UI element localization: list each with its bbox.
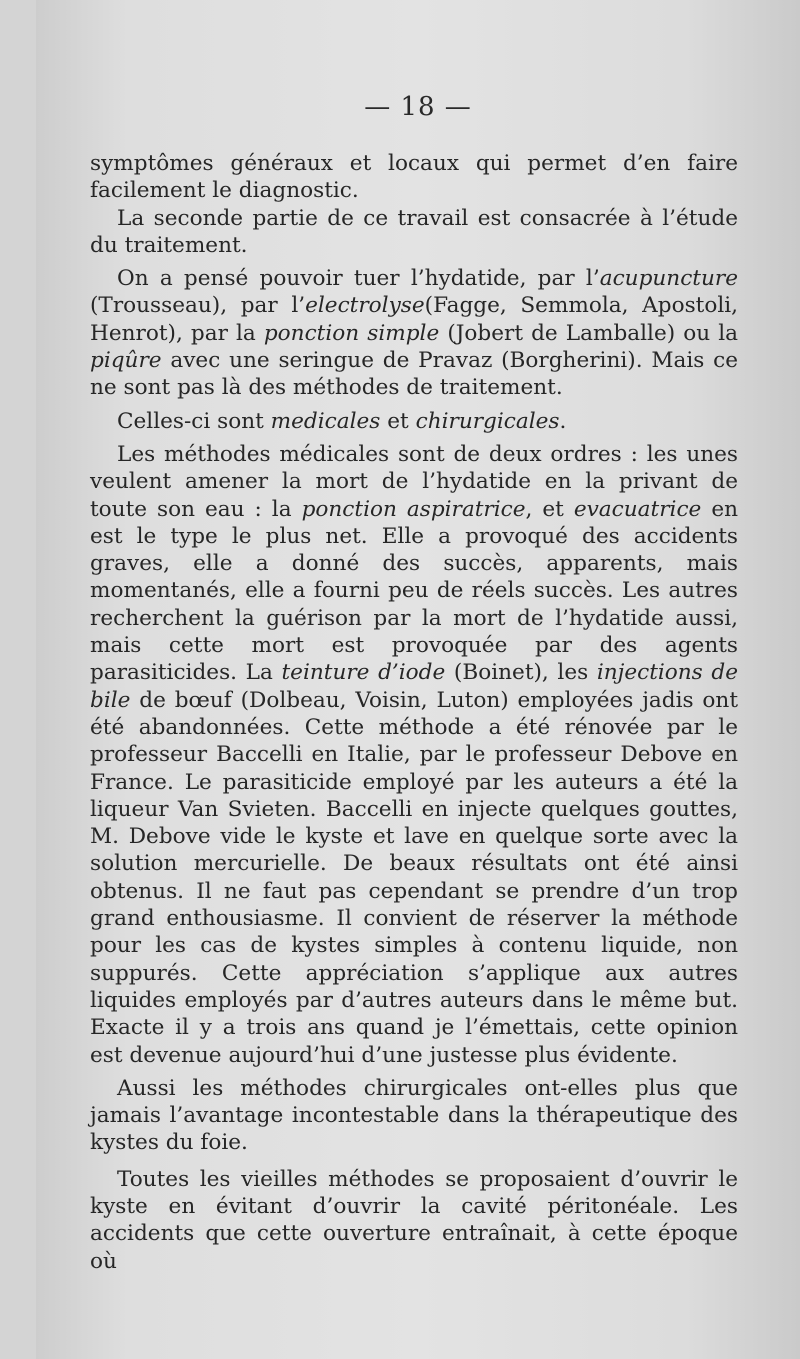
page-number: — 18 — <box>364 92 472 122</box>
text-run: (Fagge, Semmola, Apostoli, Henrot), par la <box>90 293 739 346</box>
italic-text: chirurgicales <box>415 408 560 434</box>
text-run: Toutes les vieilles méthodes se proposaient d’ouvrir le kyste en évitant d’ouvrir la cavité péritonéale. Les accidents que cette ouverture entraînait, à cette époque où <box>90 1166 738 1274</box>
book-page <box>36 0 800 1359</box>
text-run: La seconde partie de ce travail est consacrée à l’étude du traitement. <box>90 205 738 258</box>
paragraph <box>90 408 738 435</box>
italic-text: teinture d’iode <box>281 660 446 686</box>
body-text <box>90 150 738 1275</box>
italic-text: ponction simple <box>263 320 440 346</box>
italic-text: medicales <box>270 408 381 434</box>
italic-text: piqûre <box>90 348 162 374</box>
text-run: (Jobert de Lamballe) ou la <box>439 320 739 346</box>
italic-text: electrolyse <box>305 293 425 319</box>
paragraph <box>90 150 738 205</box>
text-run: (Boinet), les <box>445 660 597 686</box>
paragraph <box>90 205 738 260</box>
italic-text: evacuatrice <box>573 496 702 522</box>
text-run: , et <box>525 496 574 522</box>
text-run: On a pensé pouvoir tuer l’hydatide, par l’ <box>117 266 600 292</box>
text-run: (Trousseau), par l’ <box>90 293 306 319</box>
italic-text: ponction aspiratrice <box>301 496 526 522</box>
text-run: et <box>380 408 416 434</box>
italic-text: acupuncture <box>599 266 738 292</box>
paragraph <box>90 1075 738 1157</box>
text-run: Les méthodes médicales sont de deux ordres : les unes veulent amener la mort de l’hydatide en la privant de toute son eau : la <box>90 441 738 522</box>
paragraph <box>90 1166 738 1275</box>
text-run: symptômes généraux et locaux qui permet d’en faire facilement le diagnostic. <box>90 151 738 204</box>
italic-text: injections de bile <box>90 660 738 713</box>
text-run: en est le type le plus net. Elle a provoqué des accidents graves, elle a donné des succès, apparents, mais momentanés, elle a fourni peu de réels succès. Les autres recherchent la guérison par la mort de l’hydatide aussi, mais cette mort est provoquée par des agents parasiticides. La <box>90 496 739 686</box>
text-run: . <box>559 408 567 434</box>
paragraph <box>90 441 738 1069</box>
text-run: avec une seringue de Pravaz (Borgherini). Mais ce ne sont pas là des méthodes de traitement. <box>90 348 738 401</box>
text-run: de bœuf (Dolbeau, Voisin, Luton) employées jadis ont été abandonnées. Cette méthode a été rénovée par le professeur Baccelli en Italie, par le professeur Debove en France. Le parasiticide employé par les auteurs a été la liqueur Van Svieten. Baccelli en injecte quelques gouttes, M. Debove vide le kyste et lave en quelque sorte avec la solution mercurielle. De beaux résultats ont été ainsi obtenus. Il ne faut pas cependant se prendre d’un trop grand enthousiasme. Il convient de réserver la méthode pour les cas de kystes simples à contenu liquide, non suppurés. Cette appréciation s’applique aux autres liquides employés par d’autres auteurs dans le même but. Exacte il y a trois ans quand je l’émettais, cette opinion est devenue aujourd’hui d’une justesse plus évidente. <box>90 687 738 1068</box>
paragraph <box>90 265 738 401</box>
text-run: Aussi les méthodes chirurgicales ont-elles plus que jamais l’avantage incontestable dans la thérapeutique des kystes du foie. <box>90 1075 738 1156</box>
text-run: Celles-ci sont <box>117 408 271 434</box>
